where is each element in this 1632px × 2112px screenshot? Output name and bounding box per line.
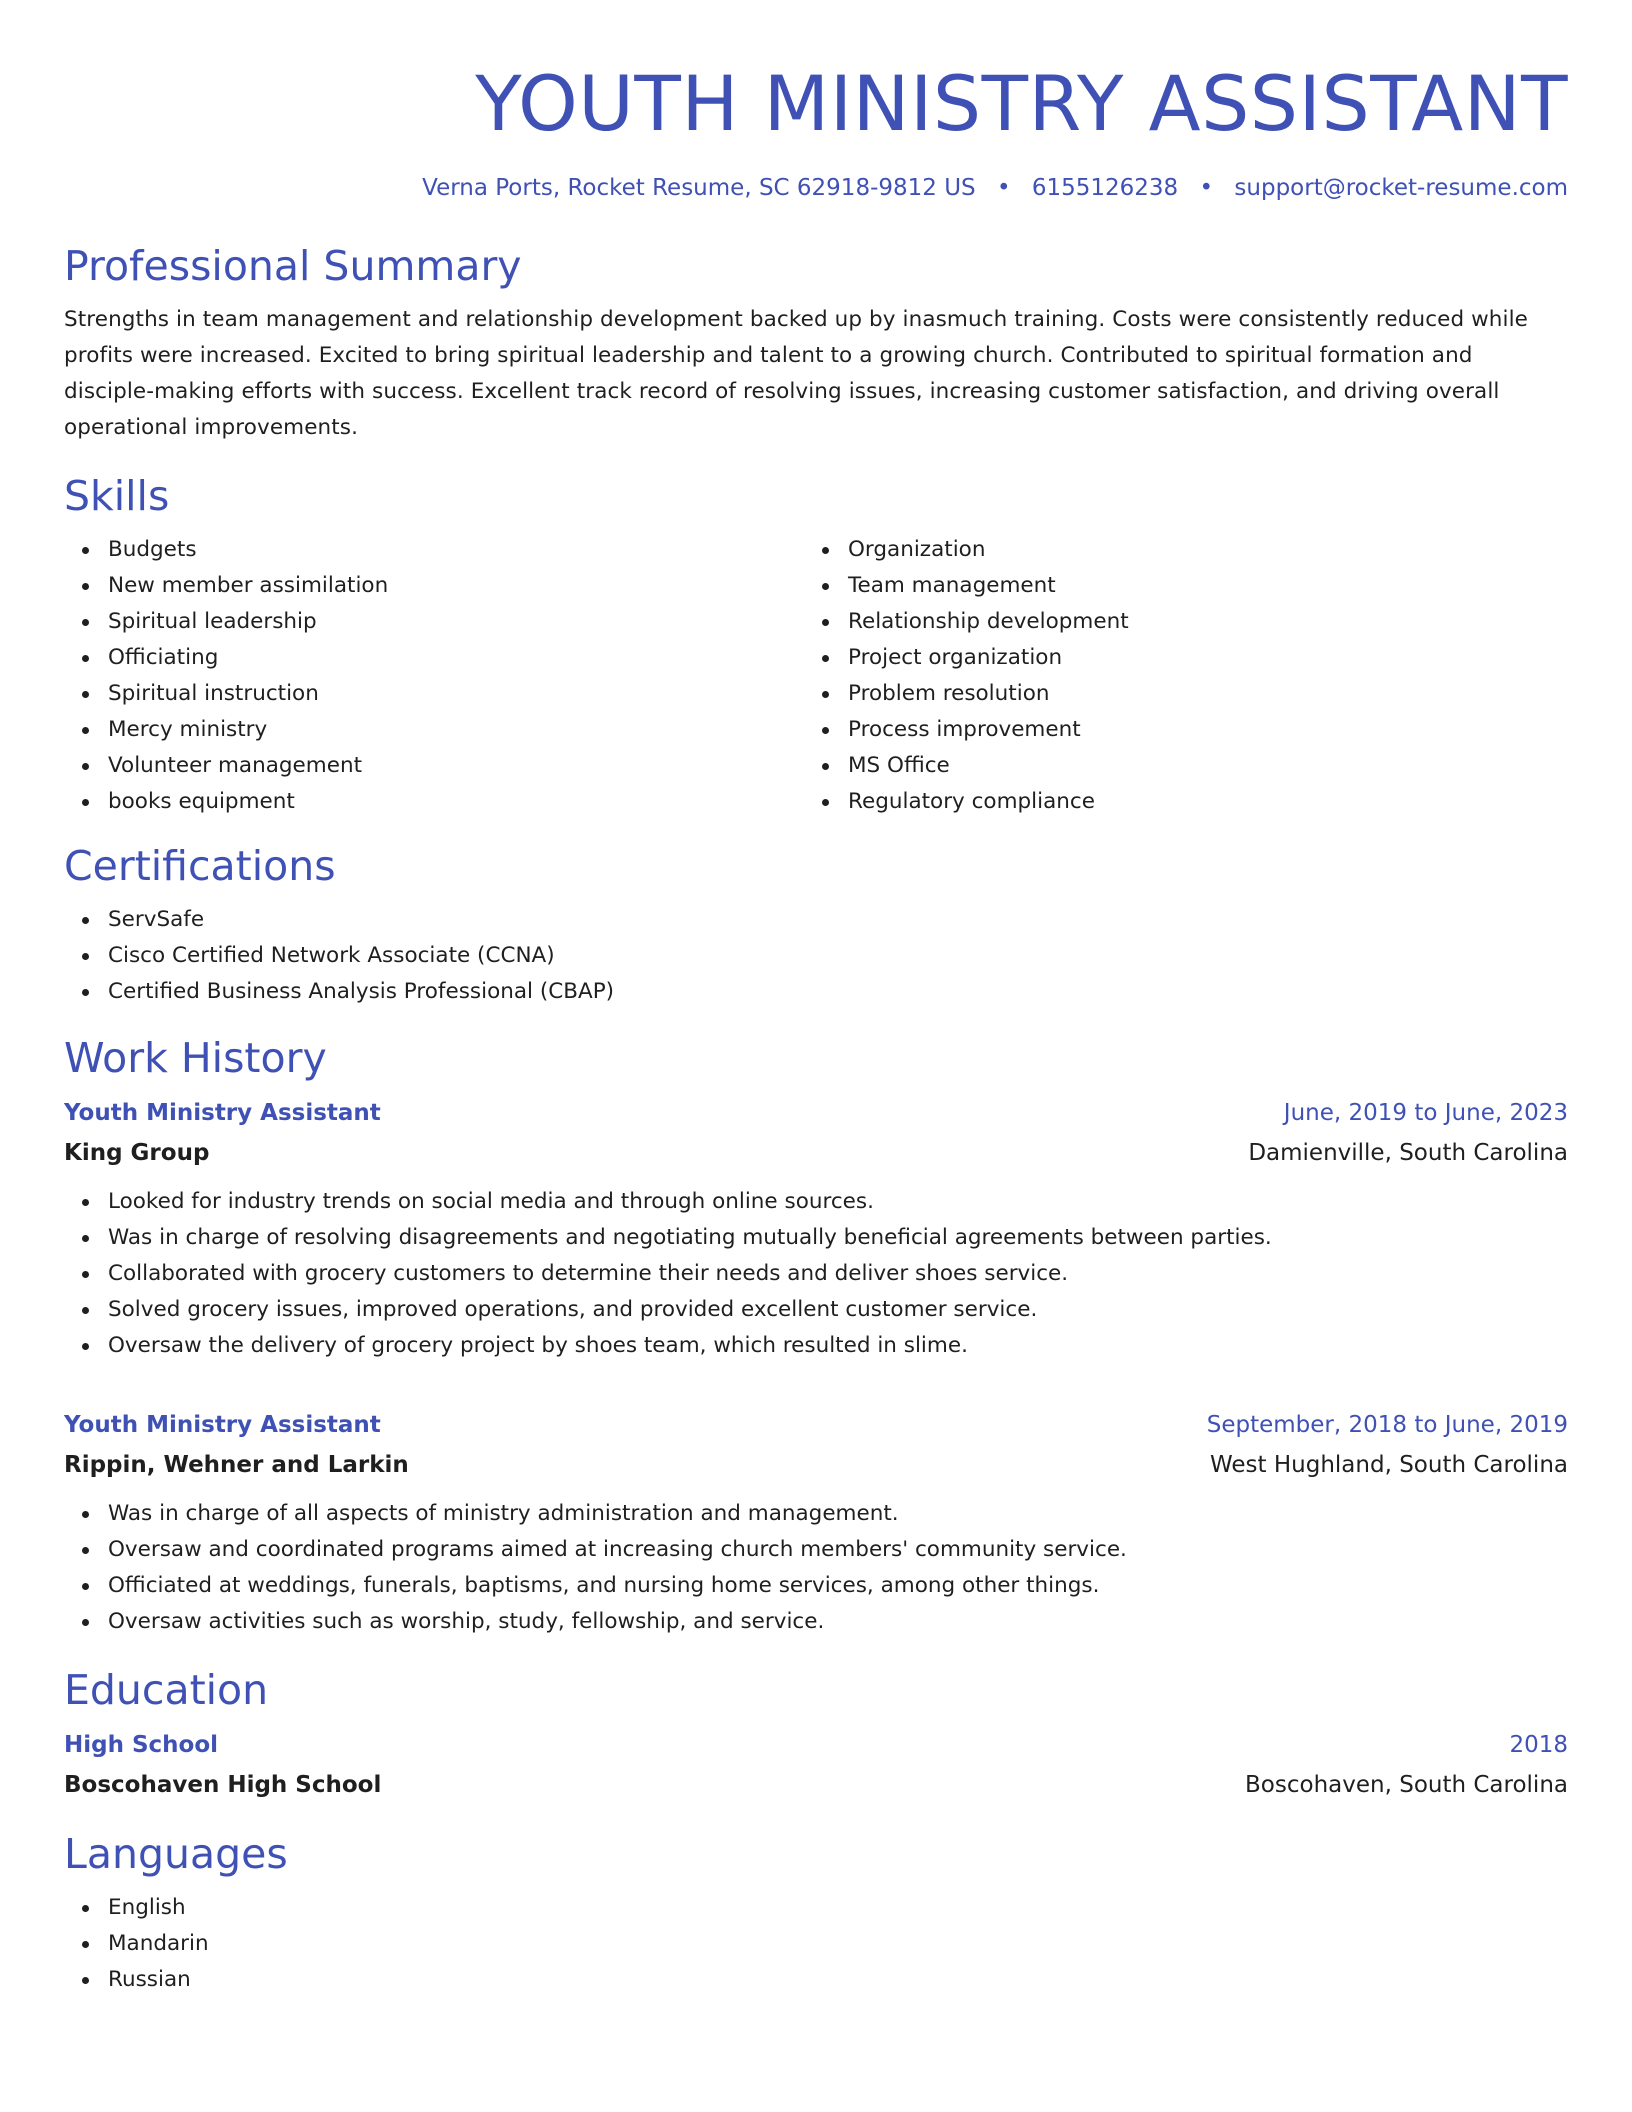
job-location: West Hughland, South Carolina	[1210, 1452, 1568, 1478]
list-item: Team management	[848, 568, 1568, 604]
list-item: English	[108, 1890, 1568, 1926]
list-item: Oversaw activities such as worship, study, fellowship, and service.	[108, 1604, 1568, 1640]
job-title: Youth Ministry Assistant	[64, 1100, 381, 1126]
skills-list-right	[804, 532, 1568, 820]
summary-heading: Professional Summary	[64, 242, 522, 290]
job-dates: September, 2018 to June, 2019	[1206, 1412, 1568, 1438]
job-location: Damienville, South Carolina	[1248, 1140, 1568, 1166]
skills-grid	[64, 532, 1568, 820]
list-item: MS Office	[848, 748, 1568, 784]
list-item: Collaborated with grocery customers to determine their needs and deliver shoes service.	[108, 1256, 1568, 1292]
contact-line	[64, 172, 1568, 204]
contact-separator: •	[996, 175, 1011, 201]
job-dates: June, 2019 to June, 2023	[1283, 1100, 1568, 1126]
list-item: Problem resolution	[848, 676, 1568, 712]
list-item: books equipment	[108, 784, 804, 820]
list-item: Organization	[848, 532, 1568, 568]
education-location: Boscohaven, South Carolina	[1245, 1772, 1568, 1798]
education-school: Boscohaven High School	[64, 1772, 382, 1798]
skills-section	[64, 470, 1568, 820]
list-item: Budgets	[108, 532, 804, 568]
job-subheader	[64, 1448, 1568, 1482]
list-item: Solved grocery issues, improved operations, and provided excellent customer service.	[108, 1292, 1568, 1328]
job-title: Youth Ministry Assistant	[64, 1412, 381, 1438]
list-item: ServSafe	[108, 902, 1568, 938]
list-item: Was in charge of resolving disagreements and negotiating mutually beneficial agreements between parties.	[108, 1220, 1568, 1256]
list-item: Oversaw and coordinated programs aimed at increasing church members' community service.	[108, 1532, 1568, 1568]
job-bullets	[64, 1496, 1568, 1640]
list-item: Process improvement	[848, 712, 1568, 748]
contact-address: Verna Ports, Rocket Resume, SC 62918-9812 US	[422, 175, 976, 201]
list-item: Relationship development	[848, 604, 1568, 640]
list-item: Cisco Certified Network Associate (CCNA)	[108, 938, 1568, 974]
education-year: 2018	[1509, 1732, 1568, 1758]
education-entry	[64, 1728, 1568, 1802]
job-header	[64, 1408, 1568, 1442]
list-item: Looked for industry trends on social media and through online sources.	[108, 1184, 1568, 1220]
summary-text: Strengths in team management and relationship development backed up by inasmuch training. Costs were consistently reduced while profits were increased. Excited to bring spiritual leadership and talent to a growing church. Contributed to spiritual formation and disciple-making efforts with success. Excellent track record of resolving issues, increasing customer satisfaction, and driving overall operational improvements.	[64, 307, 1529, 440]
list-item: Officiated at weddings, funerals, baptisms, and nursing home services, among other things.	[108, 1568, 1568, 1604]
skills-column-left	[64, 532, 804, 820]
certifications-section	[64, 840, 1568, 1010]
job-company: King Group	[64, 1140, 210, 1166]
list-item: Certified Business Analysis Professional (CBAP)	[108, 974, 1568, 1010]
education-section	[64, 1664, 1568, 1802]
list-item: Spiritual leadership	[108, 604, 804, 640]
job-subheader	[64, 1136, 1568, 1170]
contact-separator: •	[1199, 175, 1214, 201]
list-item: Volunteer management	[108, 748, 804, 784]
education-subheader	[64, 1768, 1568, 1802]
certifications-heading: Certifications	[64, 842, 336, 890]
skills-heading: Skills	[64, 472, 170, 520]
job-bullets	[64, 1184, 1568, 1364]
work-history-section	[64, 1032, 1568, 1640]
education-heading: Education	[64, 1666, 269, 1714]
languages-heading: Languages	[64, 1830, 288, 1878]
contact-phone: 6155126238	[1031, 175, 1179, 201]
resume-header	[64, 58, 1568, 204]
education-degree: High School	[64, 1732, 219, 1758]
list-item: Was in charge of all aspects of ministry administration and management.	[108, 1496, 1568, 1532]
list-item: Officiating	[108, 640, 804, 676]
contact-email[interactable]: support@rocket-resume.com	[1234, 175, 1568, 201]
list-item: Regulatory compliance	[848, 784, 1568, 820]
skills-list-left	[64, 532, 804, 820]
list-item: Project organization	[848, 640, 1568, 676]
certifications-list	[64, 902, 1568, 1010]
job-entry	[64, 1408, 1568, 1640]
job-entry	[64, 1096, 1568, 1364]
list-item: Spiritual instruction	[108, 676, 804, 712]
list-item: New member assimilation	[108, 568, 804, 604]
list-item: Mandarin	[108, 1926, 1568, 1962]
work-history-heading: Work History	[64, 1034, 327, 1082]
languages-section	[64, 1828, 1568, 1998]
resume-title: YOUTH MINISTRY ASSISTANT	[475, 59, 1568, 148]
languages-list	[64, 1890, 1568, 1998]
job-header	[64, 1096, 1568, 1130]
list-item: Mercy ministry	[108, 712, 804, 748]
skills-column-right	[804, 532, 1568, 820]
summary-section	[64, 240, 1568, 446]
list-item: Russian	[108, 1962, 1568, 1998]
list-item: Oversaw the delivery of grocery project by shoes team, which resulted in slime.	[108, 1328, 1568, 1364]
job-company: Rippin, Wehner and Larkin	[64, 1452, 409, 1478]
education-header	[64, 1728, 1568, 1762]
